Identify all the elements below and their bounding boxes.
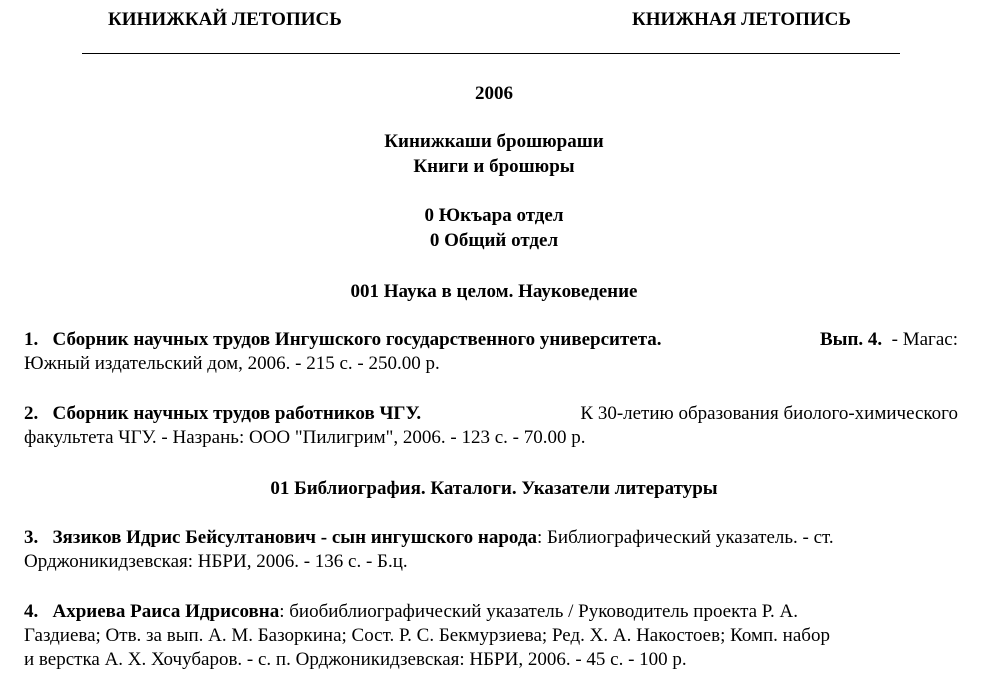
entry-line: Газдиева; Отв. за вып. А. М. Базоркина; Сост. Р. С. Бекмурзиева; Ред. Х. А. Накостоев; Комп. набор bbox=[24, 625, 830, 646]
bibliography-entry-3 bbox=[24, 526, 958, 574]
entry-issue: Вып. 4. bbox=[819, 329, 883, 350]
entry-text: : Библиографический указатель. - ст. bbox=[536, 527, 834, 548]
department-title-ing: 0 Юкъара отдел bbox=[424, 205, 564, 226]
entry-line bbox=[24, 328, 958, 352]
entry-title: Сборник научных трудов Ингушского государственного университета. bbox=[52, 329, 662, 350]
entry-title: Ахриева Раиса Идрисовна bbox=[52, 601, 280, 622]
entry-line: Южный издательский дом, 2006. - 215 с. - 250.00 р. bbox=[24, 353, 440, 374]
department-title-ru: 0 Общий отдел bbox=[429, 230, 559, 251]
entry-line bbox=[24, 526, 958, 550]
entry-text: - Магас: bbox=[891, 329, 958, 350]
entry-line bbox=[24, 600, 958, 624]
entry-line: и верстка А. Х. Хочубаров. - с. п. Орджоникидзевская: НБРИ, 2006. - 45 с. - 100 р. bbox=[24, 649, 687, 670]
bibliography-entry-4 bbox=[24, 600, 958, 672]
subsection-title: 001 Наука в целом. Науковедение bbox=[350, 281, 638, 302]
entry-number: 1. bbox=[24, 329, 39, 350]
entry-number: 2. bbox=[24, 403, 39, 424]
year-heading: 2006 bbox=[475, 83, 513, 104]
header-left-title: КИНИЖКАЙ ЛЕТОПИСЬ bbox=[108, 9, 342, 30]
bibliography-entry-2 bbox=[24, 402, 958, 450]
entry-text: К 30-летию образования биолого-химического bbox=[580, 403, 958, 424]
bibliography-entry-1 bbox=[24, 328, 958, 376]
entry-text: : биобиблиографический указатель / Руководитель проекта Р. А. bbox=[279, 601, 798, 622]
entry-line: Орджоникидзевская: НБРИ, 2006. - 136 с. - Б.ц. bbox=[24, 551, 408, 572]
entry-number: 3. bbox=[24, 527, 39, 548]
entry-title: Зязиков Идрис Бейсултанович - сын ингушского народа bbox=[52, 527, 537, 548]
section-title-ing: Кинижкаши брошюраши bbox=[384, 131, 604, 152]
entry-title: Сборник научных трудов работников ЧГУ. bbox=[52, 403, 422, 424]
entry-line: факультета ЧГУ. - Назрань: ООО "Пилигрим", 2006. - 123 с. - 70.00 р. bbox=[24, 427, 586, 448]
header-right-title: КНИЖНАЯ ЛЕТОПИСЬ bbox=[632, 9, 851, 30]
section-title-ru: Книги и брошюры bbox=[413, 156, 575, 177]
header-divider bbox=[82, 53, 900, 54]
entry-number: 4. bbox=[24, 601, 39, 622]
subsection-title: 01 Библиография. Каталоги. Указатели литературы bbox=[270, 478, 718, 499]
entry-line bbox=[24, 402, 958, 426]
